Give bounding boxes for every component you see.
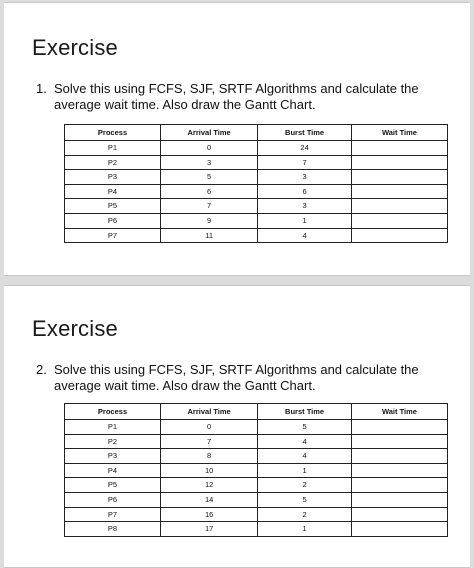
column-header: Burst Time [258,125,352,141]
table-cell [351,449,447,464]
slide-exercise-1 [4,2,470,276]
table-cell: P7 [65,507,161,522]
table-cell: 1 [258,463,352,478]
table-cell [351,434,447,449]
question-number: 2. [36,362,47,377]
table-cell: 3 [258,199,352,214]
exercise-title: Exercise [32,35,118,60]
table-cell: 9 [161,213,258,228]
table-cell: 0 [161,141,258,156]
table-row [65,478,448,493]
table-row [65,434,448,449]
table-cell [351,141,447,156]
table-row [65,155,448,170]
question-number: 1. [36,81,47,96]
table-cell: 24 [258,141,352,156]
table-row [65,228,448,243]
question-text: Solve this using FCFS, SJF, SRTF Algorithms and calculate the average wait time. Also draw the Gantt Chart. [54,362,419,393]
table-cell: P1 [65,141,161,156]
table-cell: 5 [258,492,352,507]
table-cell: 6 [258,184,352,199]
table-cell: P5 [65,478,161,493]
table-row [65,141,448,156]
table-cell: P4 [65,463,161,478]
column-header: Burst Time [258,404,352,420]
table-cell [351,155,447,170]
table-cell: 4 [258,228,352,243]
table-cell: P6 [65,213,161,228]
table-cell: 1 [258,213,352,228]
table-cell: P2 [65,155,161,170]
table-cell: 11 [161,228,258,243]
table-row [65,420,448,435]
table-cell [351,463,447,478]
table-cell: P2 [65,434,161,449]
table-cell: 0 [161,420,258,435]
column-header: Process [65,404,161,420]
table-cell: P4 [65,184,161,199]
table-cell [351,478,447,493]
table-header-row [65,404,448,420]
table-cell [351,199,447,214]
table-cell: 17 [161,522,258,537]
table-row [65,170,448,185]
question [36,362,456,394]
exercise-title: Exercise [32,316,118,341]
table-cell: 7 [258,155,352,170]
table-row [65,463,448,478]
table-row [65,492,448,507]
table-cell: 7 [161,199,258,214]
process-table [64,403,448,537]
table-cell: 16 [161,507,258,522]
question-text: Solve this using FCFS, SJF, SRTF Algorithms and calculate the average wait time. Also draw the Gantt Chart. [54,81,419,112]
column-header: Wait Time [351,125,447,141]
table-row [65,184,448,199]
table-cell: P8 [65,522,161,537]
table-cell [351,170,447,185]
table-cell [351,184,447,199]
table-cell: P6 [65,492,161,507]
table-row [65,213,448,228]
table-cell: 10 [161,463,258,478]
table-row [65,507,448,522]
table-cell: 3 [161,155,258,170]
table-cell [351,522,447,537]
table-cell: 4 [258,434,352,449]
table-cell: 14 [161,492,258,507]
table-cell: 12 [161,478,258,493]
table-cell: 6 [161,184,258,199]
table-header-row [65,125,448,141]
table-cell [351,213,447,228]
table-cell: 4 [258,449,352,464]
table-cell: 5 [161,170,258,185]
table-row [65,449,448,464]
table-cell: 8 [161,449,258,464]
table-cell: P3 [65,170,161,185]
table-cell [351,420,447,435]
table-row [65,522,448,537]
table-cell: 2 [258,478,352,493]
table-row [65,199,448,214]
table-cell: 3 [258,170,352,185]
slide-exercise-2 [4,285,470,568]
table-cell [351,228,447,243]
question [36,81,456,113]
column-header: Arrival Time [161,125,258,141]
table-cell: 7 [161,434,258,449]
table-cell: 5 [258,420,352,435]
table-cell: 2 [258,507,352,522]
table-cell: 1 [258,522,352,537]
column-header: Wait Time [351,404,447,420]
table-cell [351,492,447,507]
table-cell: P1 [65,420,161,435]
process-table [64,124,448,243]
table-cell: P3 [65,449,161,464]
table-cell [351,507,447,522]
table-cell: P7 [65,228,161,243]
column-header: Arrival Time [161,404,258,420]
table-cell: P5 [65,199,161,214]
column-header: Process [65,125,161,141]
